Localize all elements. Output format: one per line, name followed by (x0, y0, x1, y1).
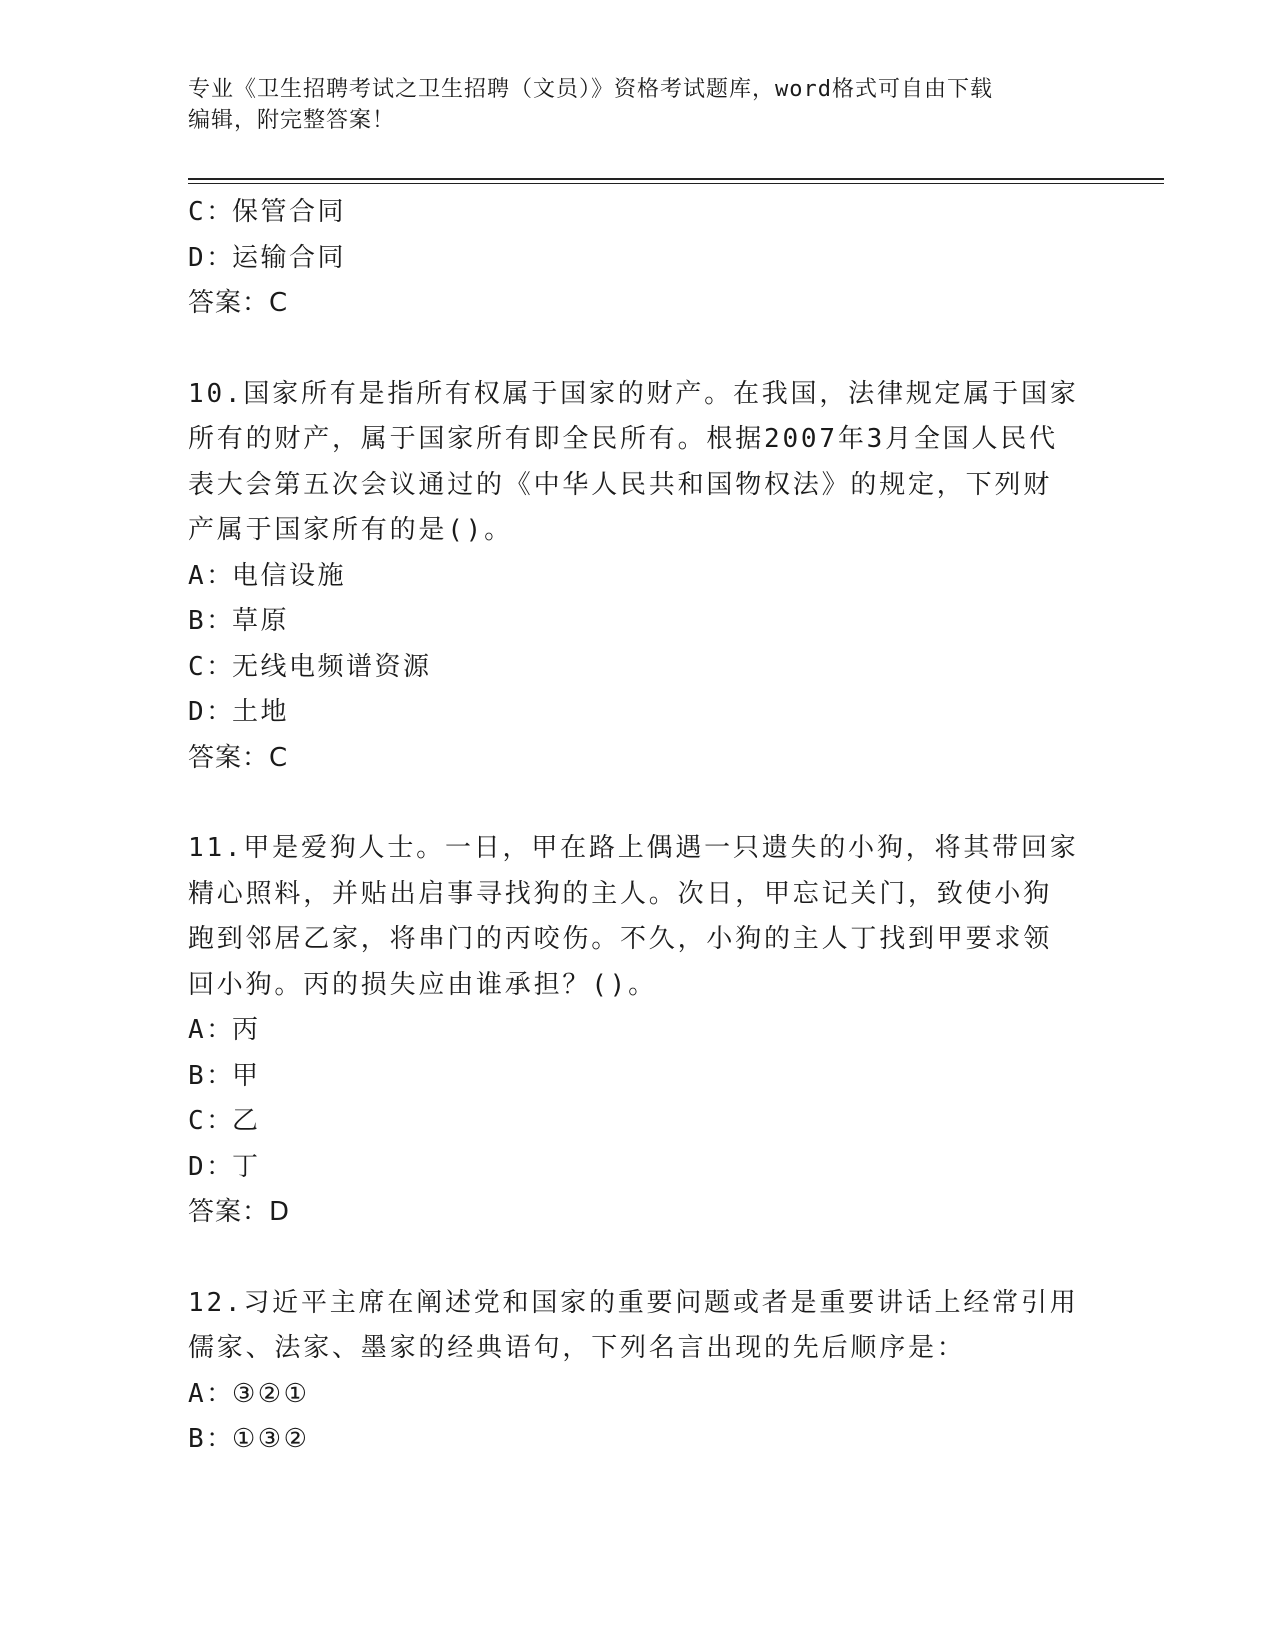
question-text (188, 372, 1088, 554)
option-d: D：丁 (188, 1151, 261, 1182)
option-d: D：运输合同 (188, 242, 347, 273)
question-11 (188, 826, 1088, 1236)
question-9-tail (188, 190, 1088, 327)
question-line: 精心照料，并贴出启事寻找狗的主人。次日，甲忘记关门，致使小狗 (188, 878, 1053, 909)
document-body (188, 190, 1088, 1463)
option-c: C：乙 (188, 1106, 261, 1136)
option-d: D：土地 (188, 697, 290, 727)
question-line: 12.习近平主席在阐述党和国家的重要问题或者是重要讲话上经常引用 (188, 1287, 1079, 1318)
question-line: 跑到邻居乙家，将串门的丙咬伤。不久，小狗的主人丁找到甲要求领 (188, 924, 1053, 954)
option-a: A：丙 (188, 1015, 261, 1045)
option-c: C：无线电频谱资源 (188, 651, 432, 682)
question-line: 产属于国家所有的是()。 (188, 515, 513, 545)
question-12 (188, 1281, 1088, 1463)
document-header (188, 74, 1068, 136)
header-line-2: 编辑，附完整答案！ (188, 108, 396, 133)
header-rule-thin (188, 183, 1164, 184)
option-a: A：③②① (188, 1378, 310, 1409)
question-line: 所有的财产，属于国家所有即全民所有。根据2007年3月全国人民代 (188, 424, 1058, 454)
option-b: B：草原 (188, 606, 290, 636)
header-line-1: 专业《卫生招聘考试之卫生招聘（文员）》资格考试题库，word格式可自由下载 (188, 77, 993, 102)
question-line: 表大会第五次会议通过的《中华人民共和国物权法》的规定，下列财 (188, 469, 1053, 500)
answer-line: 答案：D (188, 1197, 291, 1227)
answer-line: 答案：C (188, 742, 289, 773)
question-text (188, 826, 1088, 1008)
question-line: 11.甲是爱狗人士。一日，甲在路上偶遇一只遗失的小狗，将其带回家 (188, 833, 1079, 863)
question-line: 儒家、法家、墨家的经典语句，下列名言出现的先后顺序是： (188, 1333, 966, 1363)
option-b: B：①③② (188, 1424, 310, 1454)
option-c: C：保管合同 (188, 197, 347, 227)
header-rule-thick (188, 178, 1164, 180)
answer-line: 答案：C (188, 288, 289, 318)
question-line: 回小狗。丙的损失应由谁承担？()。 (188, 969, 657, 1000)
option-b: B：甲 (188, 1060, 261, 1091)
question-10 (188, 372, 1088, 782)
option-a: A：电信设施 (188, 560, 347, 591)
question-text (188, 1281, 1088, 1372)
question-line: 10.国家所有是指所有权属于国家的财产。在我国，法律规定属于国家 (188, 378, 1079, 409)
